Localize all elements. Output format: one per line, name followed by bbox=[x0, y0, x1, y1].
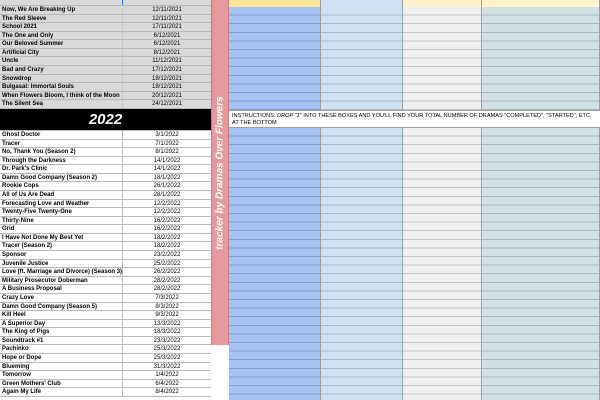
tracker-cells-bottom[interactable] bbox=[229, 128, 320, 400]
drama-title: Hope or Dope bbox=[2, 354, 42, 361]
instructions-prefix: INSTRUCTIONS: bbox=[232, 113, 278, 119]
list-item[interactable] bbox=[0, 285, 211, 294]
drama-date: 26/1/2022 bbox=[122, 182, 211, 190]
drama-title: The One and Only bbox=[2, 32, 54, 39]
list-item[interactable] bbox=[0, 277, 211, 286]
drama-date: 11/12/2021 bbox=[122, 57, 211, 65]
drama-title: Our Beloved Summer bbox=[2, 41, 64, 48]
drama-date: 20/12/2021 bbox=[122, 92, 211, 100]
drama-title: Bad and Crazy bbox=[2, 67, 44, 74]
list-item[interactable] bbox=[0, 92, 211, 101]
list-item[interactable] bbox=[0, 140, 211, 149]
drama-title: Crazy Love bbox=[2, 294, 35, 301]
drama-title: Thirty-Nine bbox=[2, 217, 34, 224]
drama-title: Tomorrow bbox=[2, 372, 31, 379]
list-item[interactable] bbox=[0, 32, 211, 41]
drama-title: Now, We Are Breaking Up bbox=[2, 7, 76, 13]
list-item[interactable] bbox=[0, 260, 211, 269]
drama-date: 28/1/2022 bbox=[122, 191, 211, 199]
drama-date: 6/12/2021 bbox=[122, 32, 211, 40]
year-header: 2022 bbox=[0, 109, 211, 131]
tracker-cells-top[interactable] bbox=[403, 7, 481, 110]
drama-date: 12/11/2021 bbox=[122, 15, 211, 23]
drama-date: 18/1/2022 bbox=[122, 174, 211, 182]
drama-title: Uncle bbox=[2, 58, 19, 65]
drama-date: 25/3/2022 bbox=[122, 345, 211, 353]
list-item[interactable] bbox=[0, 157, 211, 166]
list-item[interactable] bbox=[0, 49, 211, 58]
drama-date: 9/3/2022 bbox=[122, 311, 211, 319]
drama-date: 18/12/2021 bbox=[122, 75, 211, 83]
list-item[interactable] bbox=[0, 217, 211, 226]
drama-title: Juvenile Justice bbox=[2, 260, 49, 267]
drama-title: Twenty-Five Twenty-One bbox=[2, 209, 72, 216]
list-item[interactable] bbox=[0, 294, 211, 303]
drama-date: 28/2/2022 bbox=[122, 285, 211, 293]
list-item[interactable] bbox=[0, 165, 211, 174]
list-item[interactable] bbox=[0, 100, 211, 109]
drama-title: Green Mothers' Club bbox=[2, 380, 61, 387]
list-item[interactable] bbox=[0, 182, 211, 191]
list-item[interactable] bbox=[0, 354, 211, 363]
drama-title: I Have Not Done My Best Yet bbox=[2, 234, 84, 241]
tracker-cells-bottom[interactable] bbox=[321, 128, 402, 400]
drama-date: 14/1/2022 bbox=[122, 165, 211, 173]
tracker-cells-bottom[interactable] bbox=[482, 128, 599, 400]
list-item[interactable] bbox=[0, 23, 211, 32]
banner-gap bbox=[211, 345, 229, 400]
list-item[interactable] bbox=[0, 148, 211, 157]
drama-date: 12/11/2021 bbox=[122, 6, 211, 14]
drama-list bbox=[0, 0, 211, 397]
drama-date: 24/12/2021 bbox=[122, 100, 211, 108]
tracker-cells-top[interactable] bbox=[321, 7, 402, 110]
drama-date: 12/2/2022 bbox=[122, 200, 211, 208]
tracker-cells-bottom[interactable] bbox=[403, 128, 481, 400]
list-item[interactable] bbox=[0, 234, 211, 243]
list-item[interactable] bbox=[0, 131, 211, 140]
list-item[interactable] bbox=[0, 242, 211, 251]
drama-date: 23/2/2022 bbox=[122, 251, 211, 259]
drama-date: 6/4/2022 bbox=[122, 380, 211, 388]
drama-title: No, Thank You (Season 2) bbox=[2, 149, 76, 156]
drama-title: Through the Darkness bbox=[2, 157, 66, 164]
drama-title: Snowdrop bbox=[2, 75, 32, 82]
drama-date: 8/4/2022 bbox=[122, 388, 211, 396]
drama-date: 28/2/2022 bbox=[122, 277, 211, 285]
drama-date: 16/2/2022 bbox=[122, 225, 211, 233]
drama-date: 12/2/2022 bbox=[122, 208, 211, 216]
list-item[interactable] bbox=[0, 388, 211, 397]
drama-title: The Red Sleeve bbox=[2, 15, 47, 22]
list-item[interactable] bbox=[0, 303, 211, 312]
list-item[interactable] bbox=[0, 200, 211, 209]
drama-date: 14/1/2022 bbox=[122, 157, 211, 165]
list-item[interactable] bbox=[0, 328, 211, 337]
tracker-cells-top[interactable] bbox=[482, 7, 599, 110]
list-item[interactable] bbox=[0, 380, 211, 389]
drama-title: Military Prosecutor Doberman bbox=[2, 277, 88, 284]
drama-date: 23/3/2022 bbox=[122, 337, 211, 345]
list-item[interactable] bbox=[0, 174, 211, 183]
drama-title: Love (ft. Marriage and Divorce) (Season 3) bbox=[2, 269, 123, 276]
list-item[interactable] bbox=[0, 6, 211, 15]
drama-date: 18/12/2021 bbox=[122, 83, 211, 91]
tracker-banner bbox=[211, 0, 229, 345]
instructions-rest: INTO THESE BOXES AND YOU'LL FIND YOUR TOTAL NUMBER OF DRAMAS "COMPLETED", "STARTED", ETC. AT THE BOTTOM bbox=[232, 113, 592, 126]
drama-date: 18/2/2022 bbox=[122, 242, 211, 250]
tracker-col-3[interactable] bbox=[403, 0, 482, 400]
banner-text: tracker by Dramas Over Flowers bbox=[214, 95, 226, 250]
drama-title: Blueming bbox=[2, 363, 30, 370]
drama-date: 17/12/2021 bbox=[122, 66, 211, 74]
list-item[interactable] bbox=[0, 363, 211, 372]
drama-date: 16/2/2022 bbox=[122, 217, 211, 225]
drama-title: School 2021 bbox=[2, 24, 38, 31]
list-item[interactable] bbox=[0, 66, 211, 75]
list-item[interactable] bbox=[0, 225, 211, 234]
instructions-row[interactable] bbox=[229, 110, 600, 128]
drama-title: Dr. Park's Clinic bbox=[2, 166, 48, 173]
drama-date: 6/12/2021 bbox=[122, 40, 211, 48]
instructions-italic: DROP "1" bbox=[277, 113, 302, 119]
drama-date: 17/11/2021 bbox=[122, 23, 211, 31]
drama-title: Bulgasal: Immortal Souls bbox=[2, 84, 75, 91]
drama-title: When Flowers Bloom, I think of the Moon bbox=[2, 92, 120, 99]
drama-date: 8/12/2021 bbox=[122, 49, 211, 57]
drama-date: 8/3/2022 bbox=[122, 303, 211, 311]
drama-date: 26/2/2022 bbox=[122, 268, 211, 276]
drama-date: 25/2/2022 bbox=[122, 260, 211, 268]
list-item[interactable] bbox=[0, 371, 211, 380]
list-item[interactable] bbox=[0, 251, 211, 260]
list-item[interactable] bbox=[0, 311, 211, 320]
drama-title: Kill Heel bbox=[2, 312, 26, 319]
list-item[interactable] bbox=[0, 268, 211, 277]
drama-title: Grid bbox=[2, 226, 15, 233]
drama-title: All of Us Are Dead bbox=[2, 191, 55, 198]
drama-title: Tracer (Season 2) bbox=[2, 243, 53, 250]
drama-date: 18/2/2022 bbox=[122, 234, 211, 242]
drama-title: Artificial City bbox=[2, 49, 40, 56]
drama-title: Forecasting Love and Weather bbox=[2, 200, 90, 207]
drama-date: 31/3/2022 bbox=[122, 363, 211, 371]
tracker-col-1[interactable] bbox=[229, 0, 321, 400]
drama-title: Tracer bbox=[2, 140, 21, 147]
tracker-col-2[interactable] bbox=[321, 0, 403, 400]
list-item[interactable] bbox=[0, 83, 211, 92]
list-item[interactable] bbox=[0, 57, 211, 66]
drama-title: Rookie Cops bbox=[2, 183, 39, 190]
drama-date: 1/4/2022 bbox=[122, 371, 211, 379]
drama-title: Damn Good Company (Season 2) bbox=[2, 174, 98, 181]
list-item[interactable] bbox=[0, 208, 211, 217]
drama-title: Pachinko bbox=[2, 346, 29, 353]
drama-title: The King of Pigs bbox=[2, 329, 50, 336]
tracker-cells-top[interactable] bbox=[229, 7, 320, 110]
drama-date: 7/3/2022 bbox=[122, 294, 211, 302]
list-item[interactable] bbox=[0, 320, 211, 329]
drama-title: A Superior Day bbox=[2, 320, 46, 327]
list-item[interactable] bbox=[0, 191, 211, 200]
tracker-col-4[interactable] bbox=[482, 0, 600, 400]
list-item[interactable] bbox=[0, 75, 211, 84]
drama-date: 18/3/2022 bbox=[122, 328, 211, 336]
drama-title: Again My Life bbox=[2, 389, 42, 396]
drama-title: The Silent Sea bbox=[2, 101, 44, 108]
cell-cursor bbox=[122, 0, 123, 5]
tracker-columns bbox=[229, 0, 600, 400]
list-item[interactable] bbox=[0, 337, 211, 346]
drama-title: Ghost Doctor bbox=[2, 131, 41, 138]
drama-title: Soundtrack #1 bbox=[2, 337, 44, 344]
list-2021 bbox=[0, 6, 211, 109]
drama-date: 3/1/2022 bbox=[122, 131, 211, 139]
drama-title: A Business Proposal bbox=[2, 286, 62, 293]
list-item[interactable] bbox=[0, 15, 211, 24]
drama-date: 13/3/2022 bbox=[122, 320, 211, 328]
list-item[interactable] bbox=[0, 40, 211, 49]
drama-title: Sponsor bbox=[2, 252, 27, 259]
list-item[interactable] bbox=[0, 345, 211, 354]
drama-date: 25/3/2022 bbox=[122, 354, 211, 362]
list-2022 bbox=[0, 131, 211, 397]
drama-title: Damn Good Company (Season 5) bbox=[2, 303, 98, 310]
drama-date: 7/1/2022 bbox=[122, 140, 211, 148]
drama-date: 8/1/2022 bbox=[122, 148, 211, 156]
